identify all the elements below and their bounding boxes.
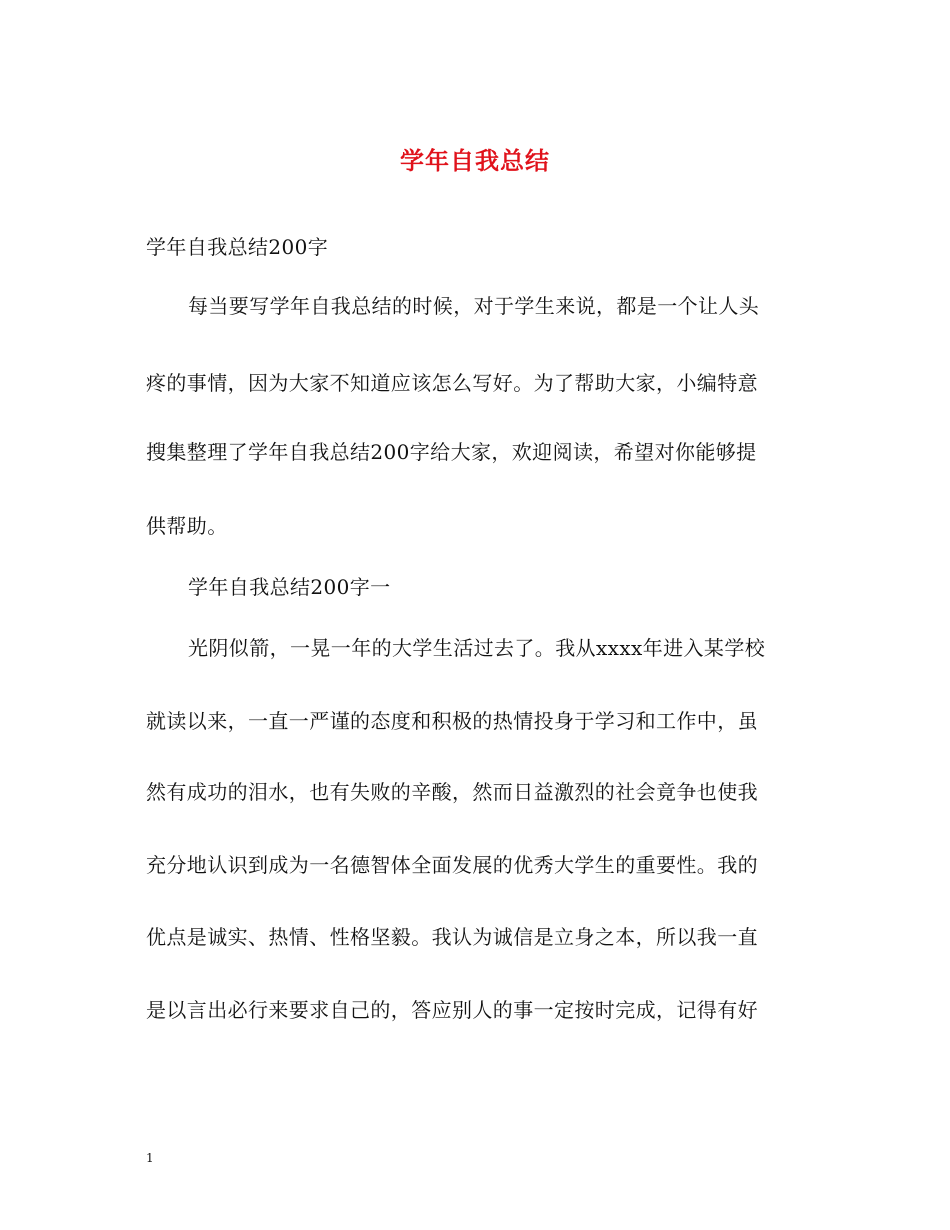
body-line-5: 优点是诚实、热情、性格坚毅。我认为诚信是立身之本，所以我一直 [146,925,758,949]
intro-line-2: 疼的事情，因为大家不知道应该怎么写好。为了帮助大家，小编特意 [146,371,758,395]
intro-line-1: 每当要写学年自我总结的时候，对于学生来说，都是一个让人头 [188,294,760,318]
body-line-2: 就读以来，一直一严谨的态度和积极的热情投身于学习和工作中，虽 [146,709,758,733]
intro-line-4: 供帮助。 [146,514,228,538]
document-title: 学年自我总结 [400,146,550,175]
body-line-4: 充分地认识到成为一名德智体全面发展的优秀大学生的重要性。我的 [146,853,758,877]
body-line-1: 光阴似箭，一晃一年的大学生活过去了。我从xxxx年进入某学校 [188,636,766,660]
section-heading: 学年自我总结200字一 [188,575,391,599]
page-number: 1 [146,1151,154,1165]
body-line-6: 是以言出必行来要求自己的，答应别人的事一定按时完成，记得有好 [146,998,758,1022]
document-subtitle: 学年自我总结200字 [146,235,329,259]
intro-line-3: 搜集整理了学年自我总结200字给大家，欢迎阅读，希望对你能够提 [146,440,757,464]
body-line-3: 然有成功的泪水，也有失败的辛酸，然而日益激烈的社会竟争也使我 [146,780,758,804]
